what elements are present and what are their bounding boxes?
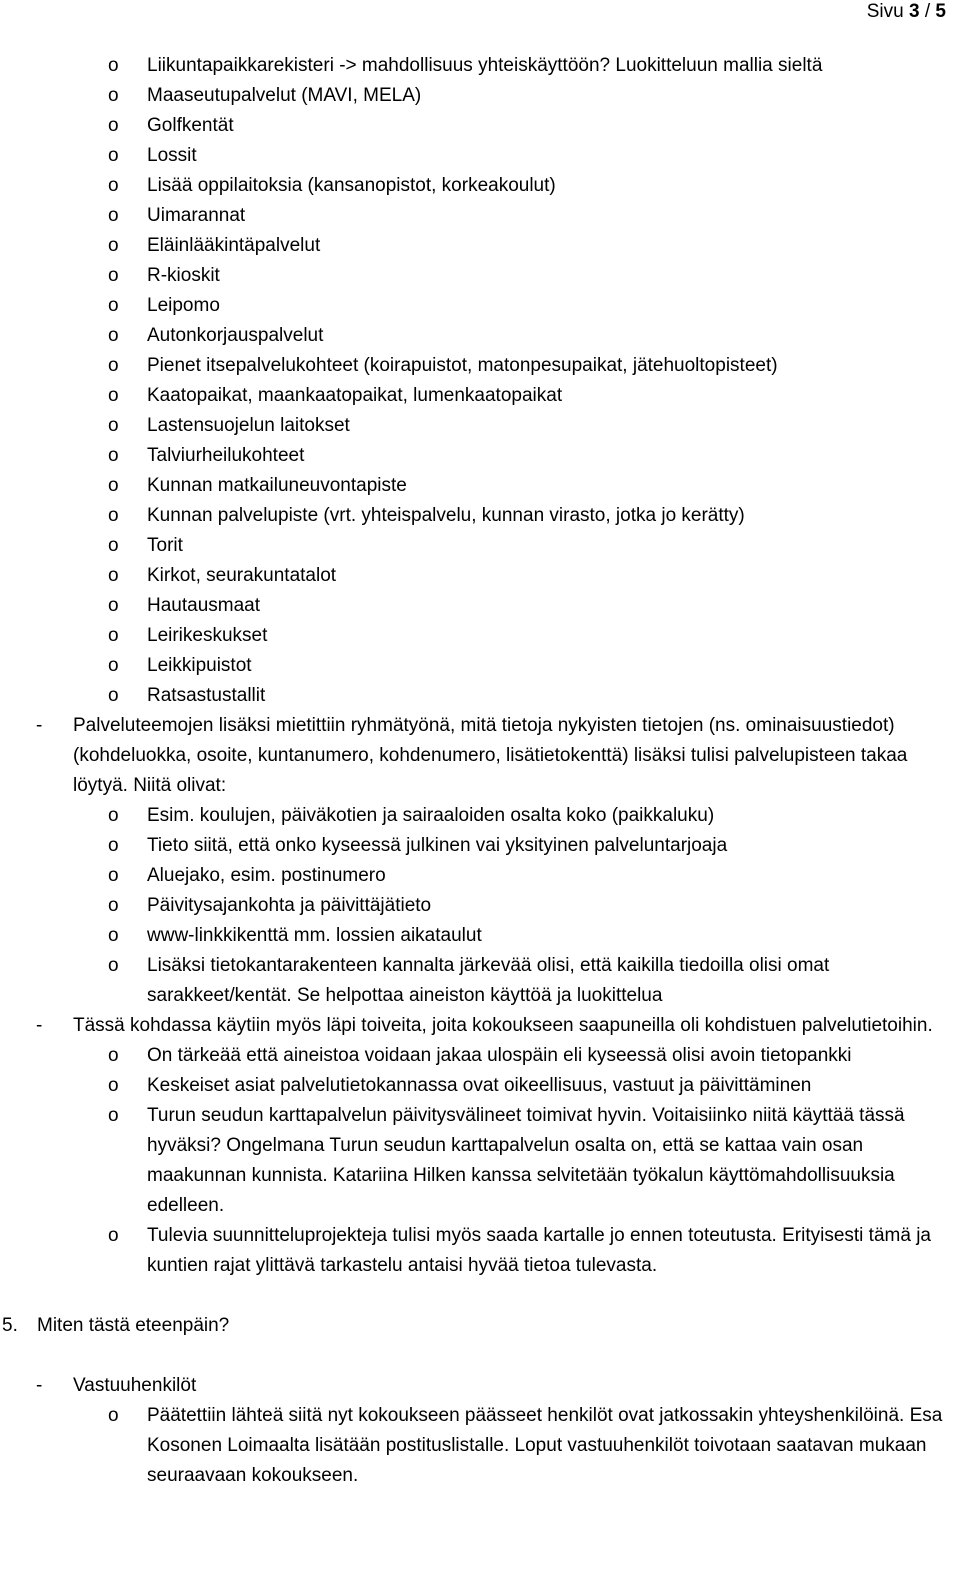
circle-bullet: o	[108, 475, 119, 496]
circle-bullet: o	[108, 265, 119, 286]
dash-bullet: -	[36, 1015, 43, 1036]
list-item: o Ratsastustallit	[0, 681, 960, 711]
circle-bullet: o	[108, 895, 119, 916]
page-separator: /	[924, 1, 931, 22]
list-item: o Torit	[0, 531, 960, 561]
list-item: o Autonkorjauspalvelut	[0, 321, 960, 351]
circle-bullet: o	[108, 565, 119, 586]
list-item: o Leipomo	[0, 291, 960, 321]
circle-bullet: o	[108, 205, 119, 226]
dash-paragraph: - Vastuuhenkilöt	[0, 1371, 960, 1401]
service-list	[0, 51, 960, 711]
list-item: o Maaseutupalvelut (MAVI, MELA)	[0, 81, 960, 111]
circle-bullet: o	[108, 445, 119, 466]
circle-bullet: o	[108, 1045, 119, 1066]
dash-paragraph: - Tässä kohdassa käytiin myös läpi toiveita, joita kokoukseen saapuneilla oli kohdistuen palvelutietoihin.	[0, 1011, 960, 1041]
circle-bullet: o	[108, 505, 119, 526]
list-item: o www-linkkikenttä mm. lossien aikataulut	[0, 921, 960, 951]
section-number: 5.	[2, 1315, 18, 1336]
wishes-list	[0, 1041, 960, 1281]
list-item: o Turun seudun karttapalvelun päivitysvälineet toimivat hyvin. Voitaisiinko niitä käyttää tässä hyväksi? Ongelmana Turun seudun karttapalvelun osalta on, että se kattaa vain osan maakunnan kunnista. Katariina Hilken kanssa selvitetään työkalun käyttömahdollisuuksia edelleen.	[0, 1101, 960, 1221]
list-item: o Eläinlääkintäpalvelut	[0, 231, 960, 261]
list-item: o Keskeiset asiat palvelutietokannassa ovat oikeellisuus, vastuut ja päivittäminen	[0, 1071, 960, 1101]
list-item: o Lastensuojelun laitokset	[0, 411, 960, 441]
circle-bullet: o	[108, 175, 119, 196]
circle-bullet: o	[108, 955, 119, 976]
circle-bullet: o	[108, 325, 119, 346]
circle-bullet: o	[108, 415, 119, 436]
circle-bullet: o	[108, 655, 119, 676]
circle-bullet: o	[108, 925, 119, 946]
page-prefix: Sivu	[866, 1, 904, 22]
list-item: o Kirkot, seurakuntatalot	[0, 561, 960, 591]
list-item: o Uimarannat	[0, 201, 960, 231]
circle-bullet: o	[108, 1405, 119, 1426]
circle-bullet: o	[108, 355, 119, 376]
circle-bullet: o	[108, 1225, 119, 1246]
list-item: o Leirikeskukset	[0, 621, 960, 651]
list-item: o On tärkeää että aineistoa voidaan jakaa ulospäin eli kyseessä olisi avoin tietopankki	[0, 1041, 960, 1071]
list-item: o Kunnan matkailuneuvontapiste	[0, 471, 960, 501]
spacer	[0, 1341, 960, 1371]
circle-bullet: o	[108, 1105, 119, 1126]
list-item: o Lisäksi tietokantarakenteen kannalta järkevää olisi, että kaikilla tiedoilla olisi omat sarakkeet/kentät. Se helpottaa aineiston käyttöä ja luokittelua	[0, 951, 960, 1011]
dash-bullet: -	[36, 1375, 43, 1396]
section-title: Miten tästä eteenpäin?	[37, 1315, 230, 1336]
list-item: o Golfkentät	[0, 111, 960, 141]
dash-bullet: -	[36, 715, 43, 736]
page-number	[867, 0, 946, 24]
list-item: o Leikkipuistot	[0, 651, 960, 681]
list-item: o Talviurheilukohteet	[0, 441, 960, 471]
circle-bullet: o	[108, 385, 119, 406]
circle-bullet: o	[108, 295, 119, 316]
list-item: o Kunnan palvelupiste (vrt. yhteispalvelu, kunnan virasto, jotka jo kerätty)	[0, 501, 960, 531]
circle-bullet: o	[108, 625, 119, 646]
circle-bullet: o	[108, 235, 119, 256]
page-total: 5	[935, 1, 946, 22]
page-current: 3	[909, 1, 920, 22]
circle-bullet: o	[108, 535, 119, 556]
circle-bullet: o	[108, 685, 119, 706]
spacer	[0, 1281, 960, 1311]
list-item: o Esim. koulujen, päiväkotien ja sairaaloiden osalta koko (paikkaluku)	[0, 801, 960, 831]
circle-bullet: o	[108, 805, 119, 826]
list-item: o Päivitysajankohta ja päivittäjätieto	[0, 891, 960, 921]
circle-bullet: o	[108, 1075, 119, 1096]
dash-paragraph: - Palveluteemojen lisäksi mietittiin ryhmätyönä, mitä tietoja nykyisten tietojen (ns. ominaisuustiedot) (kohdeluokka, osoite, kuntanumero, kohdenumero, lisätietokenttä) lisäksi tulisi palvelupisteen takaa löytyä. Niitä olivat:	[0, 711, 960, 801]
circle-bullet: o	[108, 835, 119, 856]
list-item: o Lisää oppilaitoksia (kansanopistot, korkeakoulut)	[0, 171, 960, 201]
list-item: o Päätettiin lähteä siitä nyt kokoukseen päässeet henkilöt ovat jatkossakin yhteyshenkilöinä. Esa Kosonen Loimaalta lisätään postituslistalle. Loput vastuuhenkilöt toivotaan saatavan mukaan seuraavaan kokoukseen.	[0, 1401, 960, 1491]
circle-bullet: o	[108, 145, 119, 166]
attribute-list	[0, 801, 960, 1011]
circle-bullet: o	[108, 85, 119, 106]
list-item: o Hautausmaat	[0, 591, 960, 621]
circle-bullet: o	[108, 595, 119, 616]
list-item: o R-kioskit	[0, 261, 960, 291]
circle-bullet: o	[108, 115, 119, 136]
section-heading	[0, 1311, 960, 1341]
list-item: o Liikuntapaikkarekisteri -> mahdollisuus yhteiskäyttöön? Luokitteluun mallia sieltä	[0, 51, 960, 81]
list-item: o Pienet itsepalvelukohteet (koirapuistot, matonpesupaikat, jätehuoltopisteet)	[0, 351, 960, 381]
document-body	[0, 51, 960, 1491]
list-item: o Aluejako, esim. postinumero	[0, 861, 960, 891]
list-item: o Tieto siitä, että onko kyseessä julkinen vai yksityinen palveluntarjoaja	[0, 831, 960, 861]
responsibility-list	[0, 1401, 960, 1491]
circle-bullet: o	[108, 55, 119, 76]
list-item: o Lossit	[0, 141, 960, 171]
list-item: o Tulevia suunnitteluprojekteja tulisi myös saada kartalle jo ennen toteutusta. Erityisesti tämä ja kuntien rajat ylittävä tarkastelu antaisi hyvää tietoa tulevasta.	[0, 1221, 960, 1281]
list-item: o Kaatopaikat, maankaatopaikat, lumenkaatopaikat	[0, 381, 960, 411]
circle-bullet: o	[108, 865, 119, 886]
